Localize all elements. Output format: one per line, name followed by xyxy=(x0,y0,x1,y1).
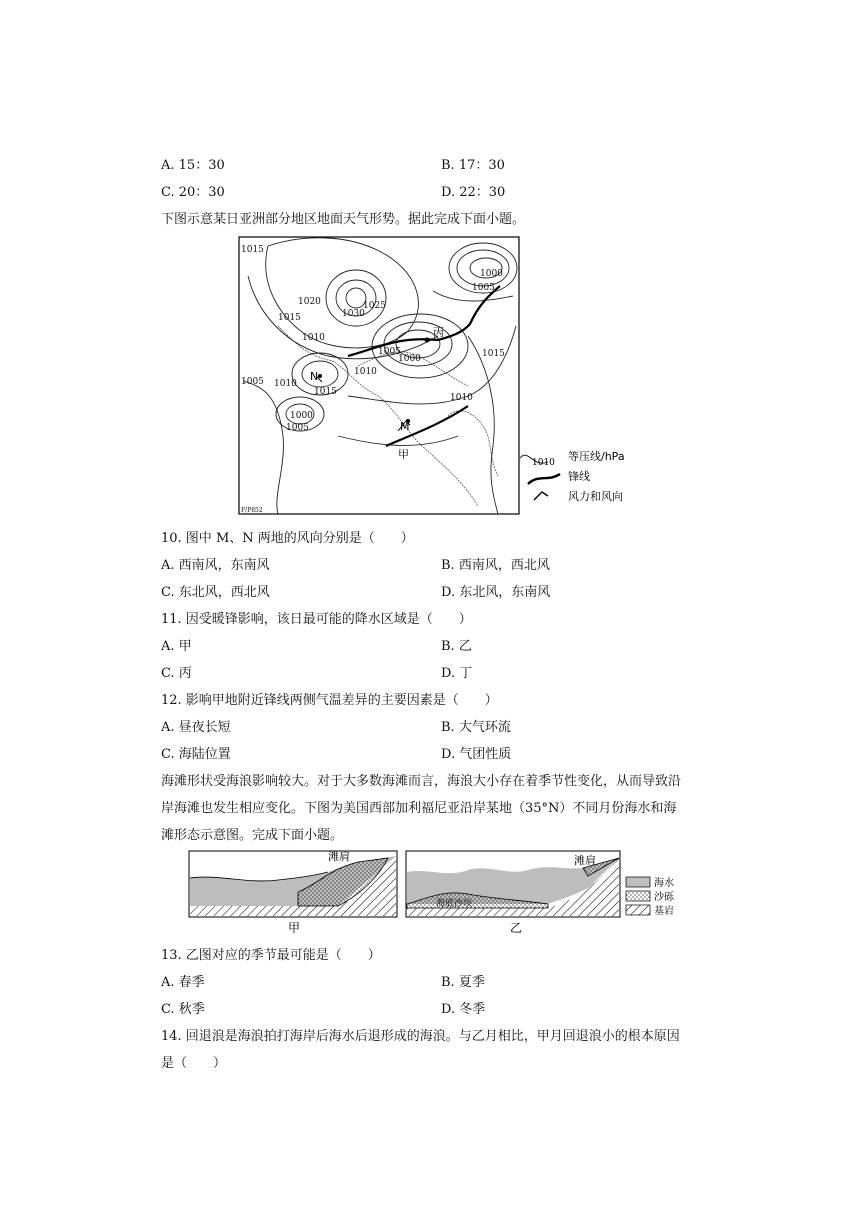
legend-isobar-value: 1010 xyxy=(532,458,555,468)
isobar-label: 1005 xyxy=(241,377,264,387)
isobar-label: 1010 xyxy=(302,333,325,343)
q10-stem: 10. 图中 M、N 两地的风向分别是（ ） xyxy=(161,531,414,546)
legend-sand: 沙砾 xyxy=(654,892,674,903)
isobar-label: 1000 xyxy=(290,411,313,421)
berm-label-yi: 滩肩 xyxy=(574,854,596,867)
q14-stem-line1: 14. 回退浪是海浪拍打海岸后海水后退形成的海浪。与乙月相比，甲月回退浪小的根本原因 xyxy=(161,1029,680,1044)
q10-option-c: C. 东北风，西北风 xyxy=(161,585,270,600)
legend-sea: 海水 xyxy=(654,878,674,889)
q10-option-b: B. 西南风，西北风 xyxy=(441,558,550,573)
q9-option-b: B. 17：30 xyxy=(441,158,505,173)
q13-option-b: B. 夏季 xyxy=(441,975,485,990)
q11-option-d: D. 丁 xyxy=(441,666,473,681)
isobar-label: 1005 xyxy=(286,423,309,433)
isobar-label: 1015 xyxy=(241,245,264,255)
isobar-label: 1030 xyxy=(342,309,365,319)
q11-stem: 11. 因受暖锋影响，该日最可能的降水区域是（ ） xyxy=(161,612,472,627)
q11-option-a: A. 甲 xyxy=(161,639,192,654)
intro-beach-line1: 海滩形状受海浪影响较大。对于大多数海滩而言，海浪大小存在着季节性变化，从而导致沿 xyxy=(161,774,682,789)
isobar-label: 1010 xyxy=(354,367,377,377)
legend-isobar: 等压线/hPa xyxy=(568,450,625,463)
q13-option-a: A. 春季 xyxy=(161,975,205,990)
q12-option-a: A. 昼夜长短 xyxy=(161,720,231,735)
isobar-label: 1015 xyxy=(278,313,301,323)
isobar-label: 1015 xyxy=(314,387,337,397)
sandbar-label: 海底沙坝 xyxy=(436,899,473,909)
q9-option-a: A. 15：30 xyxy=(161,158,225,173)
weather-map xyxy=(238,236,630,516)
isobar-label: 1010 xyxy=(274,379,297,389)
q10-option-d: D. 东北风，东南风 xyxy=(441,585,551,600)
map-legend xyxy=(520,449,625,503)
isobar-label: 1005 xyxy=(378,347,401,357)
intro-weather-map: 下图示意某日亚洲部分地区地面天气形势。据此完成下面小题。 xyxy=(161,212,526,227)
isobar-label: 1010 xyxy=(450,393,473,403)
q11-option-b: B. 乙 xyxy=(441,639,472,654)
isobar-label: 1020 xyxy=(298,297,321,307)
q12-option-d: D. 气团性质 xyxy=(441,747,512,762)
q10-option-a: A. 西南风，东南风 xyxy=(161,558,270,573)
beach-panel-jia xyxy=(189,849,397,917)
panel-label-yi: 乙 xyxy=(510,921,523,935)
label-m: M xyxy=(400,420,410,433)
legend-wind: 风力和风向 xyxy=(568,490,623,503)
isobar-label: 1000 xyxy=(480,269,503,279)
intro-beach-line2: 岸海滩也发生相应变化。下图为美国西部加利福尼亚沿岸某地（35°N）不同月份海水和海 xyxy=(161,801,677,816)
q12-option-c: C. 海陆位置 xyxy=(161,747,231,762)
beach-legend xyxy=(626,876,675,917)
isobar-label: 1015 xyxy=(482,349,505,359)
q12-stem: 12. 影响甲地附近锋线两侧气温差异的主要因素是（ ） xyxy=(161,693,498,708)
label-bing: 丙 xyxy=(433,326,444,339)
q11-option-c: C. 丙 xyxy=(161,666,192,681)
label-n: N xyxy=(310,370,319,383)
berm-label-jia: 滩肩 xyxy=(328,850,350,863)
legend-front: 锋线 xyxy=(568,470,590,483)
q13-stem: 13. 乙图对应的季节最可能是（ ） xyxy=(161,948,381,963)
q9-option-d: D. 22：30 xyxy=(441,185,506,200)
q12-option-b: B. 大气环流 xyxy=(441,720,511,735)
q14-stem-line2: 是（ ） xyxy=(161,1056,227,1071)
isobar-label: 1025 xyxy=(363,301,386,311)
legend-bedrock: 基岩 xyxy=(654,906,674,917)
label-jia: 甲 xyxy=(398,448,409,461)
panel-label-jia: 甲 xyxy=(288,921,301,935)
corner-mark: F/P852 xyxy=(241,507,263,514)
beach-figure xyxy=(188,848,688,936)
isobar-label: 1005 xyxy=(472,283,495,293)
intro-beach-line3: 滩形态示意图。完成下面小题。 xyxy=(161,828,344,843)
isobar-label: 1000 xyxy=(398,354,421,364)
q13-option-c: C. 秋季 xyxy=(161,1002,205,1017)
q9-option-c: C. 20：30 xyxy=(161,185,225,200)
q13-option-d: D. 冬季 xyxy=(441,1002,486,1017)
beach-panel-yi xyxy=(406,851,620,917)
